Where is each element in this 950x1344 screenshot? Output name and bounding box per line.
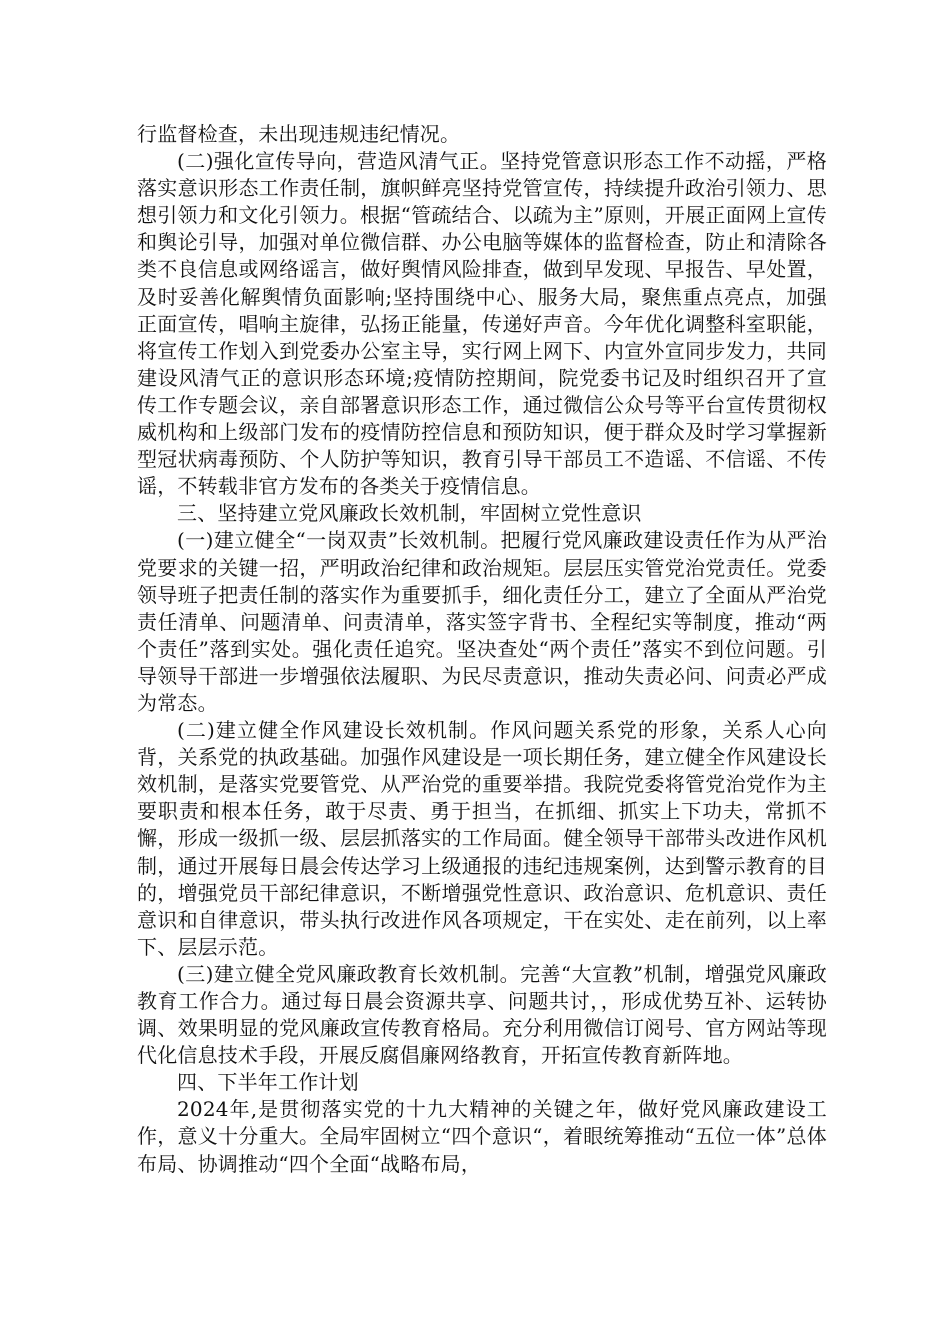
section-heading-4: 四、下半年工作计划 [177,1070,359,1095]
paragraph-work-plan: 2024年,是贯彻落实党的十九大精神的关键之年，做好党风廉政建设工作，意义十分重大。全局牢固树立“四个意识“，着眼统筹推动“五位一体”总体布局、协调推动“四个全面“战略布局， [137,1097,827,1176]
paragraph-publicity-guidance: (二)强化宣传导向，营造风清气正。坚持党管意识形态工作不动摇，严格落实意识形态工作责任制，旗帜鲜亮坚持党管宣传，持续提升政治引领力、思想引领力和文化引领力。根据“管疏结合、以疏为主”原则，开展正面网上宣传和舆论引导，加强对单位微信群、办公电脑等媒体的监督检查，防止和清除各类不良信息或网络谣言，做好舆情风险排查，做到早发现、早报告、早处置，及时妥善化解舆情负面影响;坚持围绕中心、服务大局，聚焦重点亮点，加强正面宣传，唱响主旋律，弘扬正能量，传递好声音。今年优化调整科室职能，将宣传工作划入到党委办公室主导，实行网上网下、内宣外宣同步发力，共同建设风清气正的意识形态环境;疫情防控期间，院党委书记及时组织召开了宣传工作专题会议，亲自部署意识形态工作，通过微信公众号等平台宣传贯彻权威机构和上级部门发布的疫情防控信息和预防知识，便于群众及时学习掌握新型冠状病毒预防、个人防护等知识，教育引导干部员工不造谣、不信谣、不传谣，不转载非官方发布的各类关于疫情信息。 [137,149,827,499]
section-heading-3: 三、坚持建立党风廉政长效机制，牢固树立党性意识 [177,501,642,526]
paragraph-continuation: 行监督检查，未出现违规违纪情况。 [137,122,461,146]
paragraph-work-style-mechanism: (二)建立健全作风建设长效机制。作风问题关系党的形象，关系人心向背，关系党的执政基础。加强作风建设是一项长期任务，建立健全作风建设长效机制，是落实党要管党、从严治党的重要举措。我院党委将管党治党作为主要职责和根本任务，敢于尽责、勇于担当，在抓细、抓实上下功夫，常抓不懈，形成一级抓一级、层层抓落实的工作局面。健全领导干部带头改进作风机制，通过开展每日晨会传达学习上级通报的违纪违规案例，达到警示教育的目的，增强党员干部纪律意识，不断增强党性意识、政治意识、危机意识、责任意识和自律意识，带头执行改进作风各项规定，干在实处、走在前列，以上率下、层层示范。 [137,718,827,959]
document-body [137,121,827,1178]
paragraph-one-post-two-duties: (一)建立健全“一岗双责”长效机制。把履行党风廉政建设责任作为从严治党要求的关键一招，严明政治纪律和政治规矩。层层压实管党治党责任。党委领导班子把责任制的落实作为重要抓手，细化责任分工，建立了全面从严治党责任清单、问题清单、问责清单，落实签字背书、全程纪实等制度，推动“两个责任”落到实处。强化责任追究。坚决查处“两个责任”落实不到位问题。引导领导干部进一步增强依法履职、为民尽责意识，推动失责必问、问责必严成为常态。 [137,528,827,715]
paragraph-integrity-education: (三)建立健全党风廉政教育长效机制。完善“大宣教”机制，增强党风廉政教育工作合力。通过每日晨会资源共享、问题共讨，，形成优势互补、运转协调、效果明显的党风廉政宣传教育格局。充分利用微信订阅号、官方网站等现代化信息技术手段，开展反腐倡廉网络教育，开拓宣传教育新阵地。 [137,961,827,1068]
